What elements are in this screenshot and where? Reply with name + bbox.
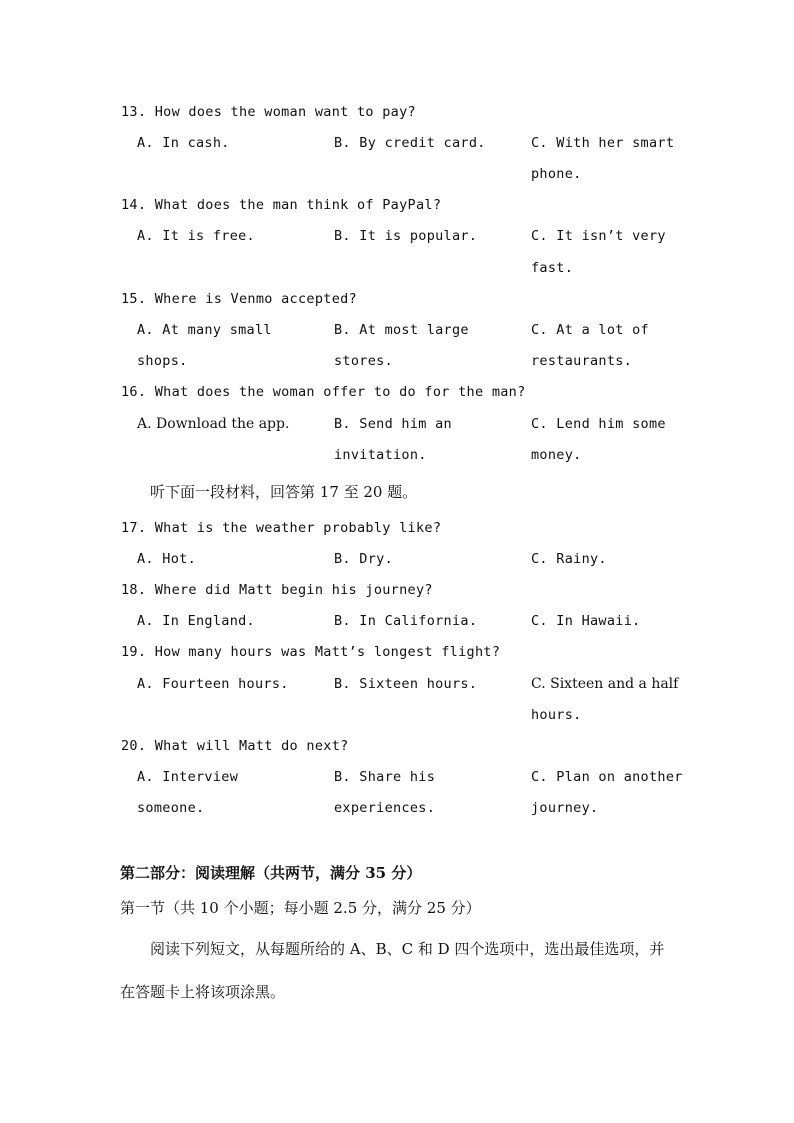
question-15-option-c: C. At a lot of [531,322,649,338]
question-20-option-c-cont: journey. [531,800,599,816]
question-15-option-a: A. At many small [137,322,272,338]
question-18-option-a: A. In England. [137,613,255,629]
listen-instruction: 听下面一段材料，回答第 17 至 20 题。 [150,483,418,501]
question-14-stem: 14. What does the man think of PayPal? [121,197,442,213]
question-20-option-b: B. Share his [334,769,436,785]
section1-title: 第一节（共 10 个小题；每小题 2.5 分，满分 25 分） [120,899,481,917]
reading-instruction-line2: 在答题卡上将该项涂黑。 [120,983,286,1001]
question-18-stem: 18. Where did Matt begin his journey? [121,582,433,598]
question-16-option-a: A. Download the app. [137,416,290,432]
question-20-option-b-cont: experiences. [334,800,436,816]
part2-title: 第二部分：阅读理解（共两节，满分 35 分） [120,864,422,882]
question-19-option-a: A. Fourteen hours. [137,676,289,692]
question-16-option-c-cont: money. [531,447,582,463]
question-19-option-c: C. Sixteen and a half [531,676,679,692]
question-19-option-b: B. Sixteen hours. [334,676,478,692]
question-19-option-c-cont: hours. [531,707,582,723]
question-17-stem: 17. What is the weather probably like? [121,520,442,536]
question-13-option-b: B. By credit card. [334,135,486,151]
question-16-option-c: C. Lend him some [531,416,666,432]
question-18-option-b: B. In California. [334,613,478,629]
question-14-option-c: C. It isn’t very [531,228,666,244]
question-14-option-b: B. It is popular. [334,228,478,244]
question-16-stem: 16. What does the woman offer to do for the man? [121,384,526,400]
question-15-option-a-cont: shops. [137,353,188,369]
reading-instruction-line1: 阅读下列短文，从每题所给的 A、B、C 和 D 四个选项中，选出最佳选项，并 [150,940,665,958]
question-13-option-c: C. With her smart [531,135,675,151]
question-17-option-c: C. Rainy. [531,551,607,567]
question-13-stem: 13. How does the woman want to pay? [121,104,416,120]
question-15-option-c-cont: restaurants. [531,353,633,369]
question-16-option-b: B. Send him an [334,416,452,432]
question-14-option-c-cont: fast. [531,260,574,276]
question-20-stem: 20. What will Matt do next? [121,738,349,754]
question-17-option-b: B. Dry. [334,551,393,567]
question-15-option-b-cont: stores. [334,353,393,369]
question-20-option-c: C. Plan on another [531,769,683,785]
question-16-option-b-cont: invitation. [334,447,427,463]
question-20-option-a-cont: someone. [137,800,205,816]
question-18-option-c: C. In Hawaii. [531,613,641,629]
question-13-option-a: A. In cash. [137,135,230,151]
question-19-stem: 19. How many hours was Matt’s longest flight? [121,644,501,660]
question-15-stem: 15. Where is Venmo accepted? [121,291,357,307]
question-20-option-a: A. Interview [137,769,239,785]
question-17-option-a: A. Hot. [137,551,196,567]
question-13-option-c-cont: phone. [531,166,582,182]
question-15-option-b: B. At most large [334,322,469,338]
question-14-option-a: A. It is free. [137,228,255,244]
